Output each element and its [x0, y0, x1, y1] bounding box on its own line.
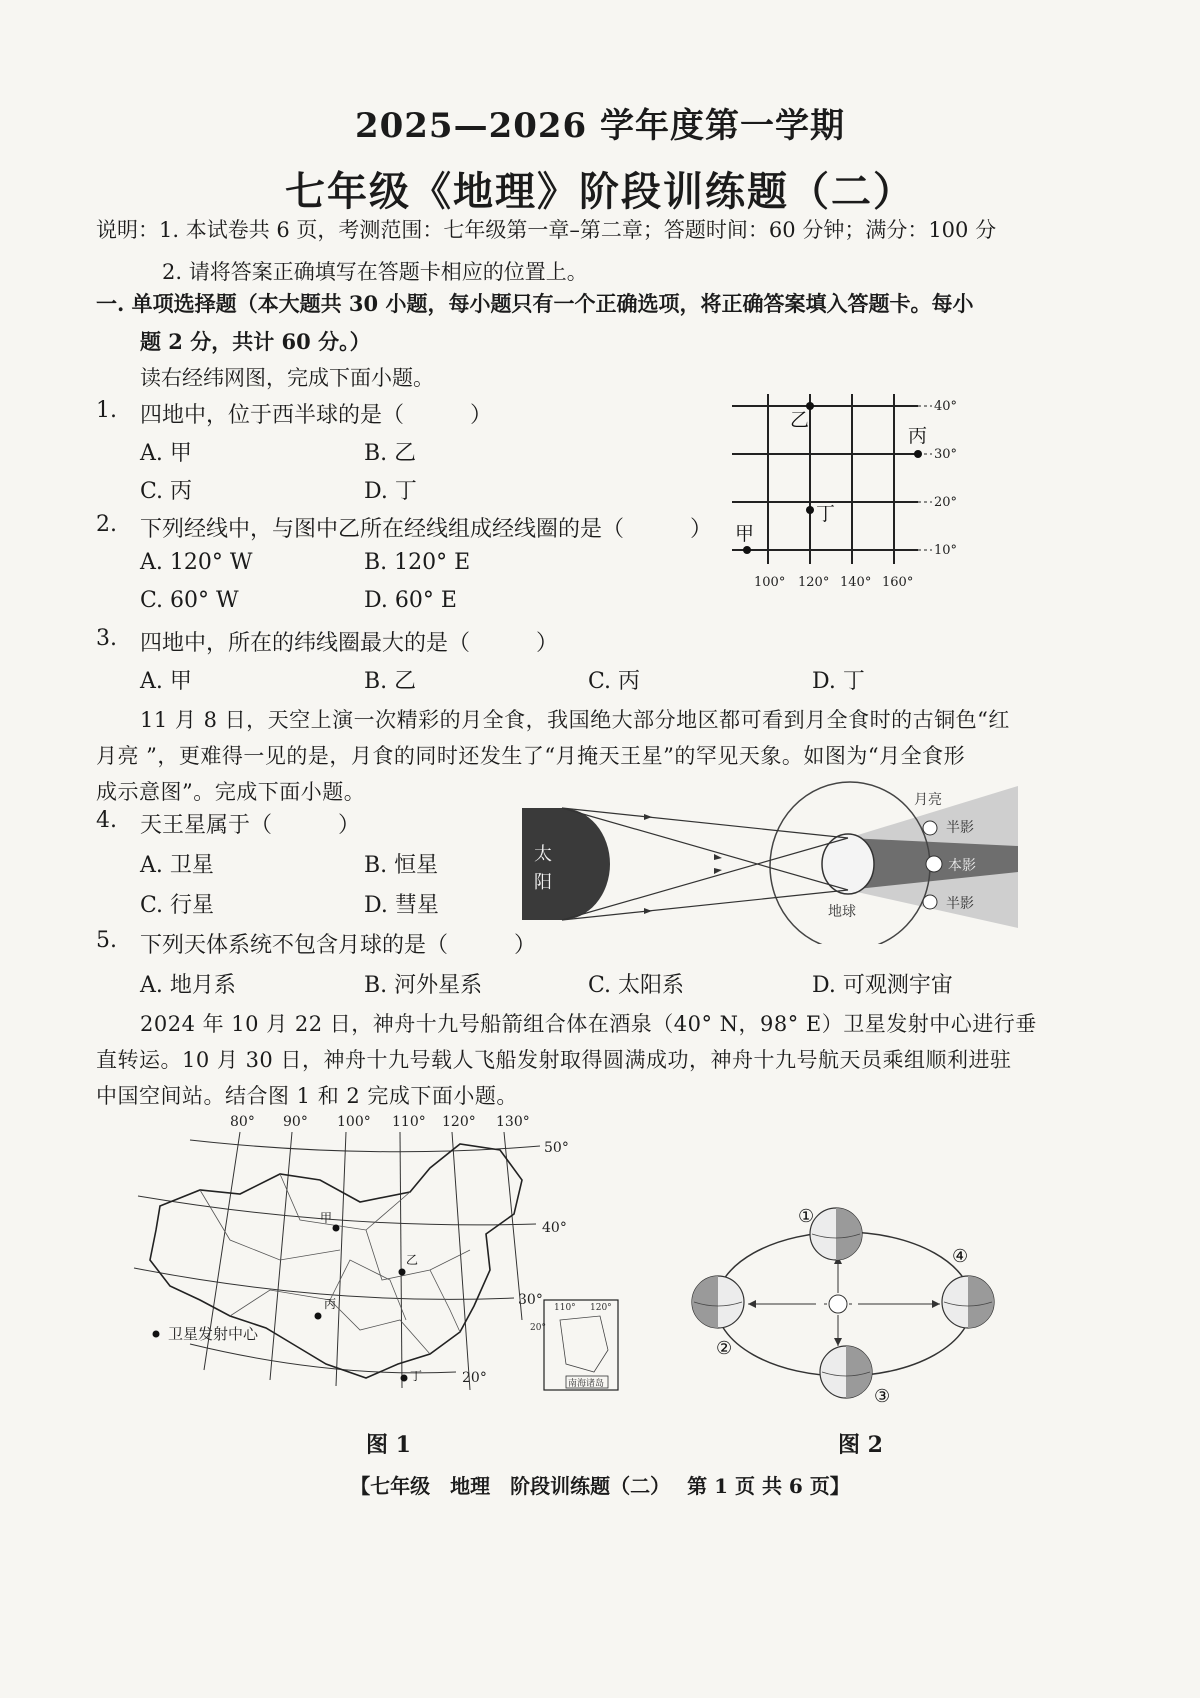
marker-yi: 乙 [406, 1253, 419, 1267]
map-reading-lead: 读右经纬网图，完成下面小题。 [140, 366, 434, 390]
question-3-stem: 四地中，所在的纬线圈最大的是（ ） [140, 631, 559, 656]
grid-label-bing: 丙 [908, 425, 928, 447]
sun-label-char-1: 太 [534, 844, 552, 865]
question-3-option-a[interactable]: A. 甲 [140, 669, 192, 694]
position-label-3: ③ [874, 1386, 891, 1407]
inset-lat-20: 20° [530, 1323, 546, 1333]
parallel-40 [138, 1196, 536, 1225]
figure-1-caption: 图 1 [366, 1432, 411, 1458]
question-4-stem: 天王星属于（ ） [140, 813, 361, 838]
map-lon-90: 90° [283, 1114, 308, 1130]
grid-lon-label-160: 160° [882, 575, 914, 590]
china-map-figure [130, 1110, 630, 1410]
grid-lon-label-120: 120° [798, 575, 830, 590]
question-3-number: 3. [96, 626, 117, 651]
exam-title-term: 2025—2026 学年度第一学期 [354, 106, 846, 146]
question-2-number: 2. [96, 512, 117, 537]
umbra-label: 本影 [948, 858, 976, 874]
question-5-option-d[interactable]: D. 可观测宇宙 [812, 973, 953, 998]
meridian-110 [400, 1132, 402, 1388]
section-heading-line-2: 题 2 分，共计 60 分。） [140, 329, 371, 354]
inset-lon-120: 120° [590, 1303, 612, 1313]
position-label-4: ④ [952, 1246, 969, 1267]
grid-point-ding [806, 506, 814, 514]
question-4-option-c[interactable]: C. 行星 [140, 893, 215, 918]
penumbra-bottom-label: 半影 [946, 896, 974, 912]
grid-lon-label-100: 100° [754, 575, 786, 590]
grid-point-jia [743, 546, 751, 554]
question-2-option-c[interactable]: C. 60° W [140, 588, 239, 613]
lunar-eclipse-diagram [522, 778, 1028, 944]
moon-label: 月亮 [914, 792, 942, 808]
figure-2-caption: 图 2 [838, 1432, 883, 1458]
question-4-option-d[interactable]: D. 彗星 [364, 893, 439, 918]
south-china-sea-inset [530, 1300, 618, 1390]
question-2-option-b[interactable]: B. 120° E [364, 550, 471, 575]
legend-launch-center: 卫星发射中心 [168, 1325, 259, 1343]
map-lat-30: 30° [518, 1292, 543, 1308]
question-4-option-a[interactable]: A. 卫星 [140, 853, 214, 878]
question-1-option-d[interactable]: D. 丁 [364, 479, 417, 504]
question-5-option-b[interactable]: B. 河外星系 [364, 973, 483, 998]
marker-bing: 丙 [324, 1297, 337, 1311]
question-1-option-a[interactable]: A. 甲 [140, 441, 192, 466]
marker-yi-dot [399, 1269, 406, 1276]
earth-label: 地球 [828, 904, 856, 920]
question-1-number: 1. [96, 398, 117, 423]
question-5-number: 5. [96, 928, 117, 953]
inset-nanhai-label: 南海诸岛 [568, 1379, 605, 1389]
question-5-option-a[interactable]: A. 地月系 [140, 973, 236, 998]
grid-lat-label-40: 40° [934, 399, 958, 414]
marker-ding: 丁 [410, 1369, 423, 1383]
map-lon-120: 120° [442, 1114, 476, 1130]
instruction-line-1: 说明：1. 本试卷共 6 页，考测范围：七年级第一章–第二章；答题时间：60 分钟；满分：100 分 [96, 218, 997, 242]
question-4-number: 4. [96, 808, 117, 833]
map-lat-50: 50° [544, 1140, 569, 1156]
question-1-stem: 四地中，位于西半球的是（ ） [140, 403, 493, 428]
earth-orbit-diagram [686, 1196, 1006, 1416]
question-2-option-d[interactable]: D. 60° E [364, 588, 457, 613]
map-lat-20: 20° [462, 1370, 487, 1386]
penumbra-top-label: 半影 [946, 820, 974, 836]
meridian-100 [336, 1132, 346, 1386]
question-5-option-c[interactable]: C. 太阳系 [588, 973, 685, 998]
grid-lat-label-10: 10° [934, 543, 958, 558]
marker-jia: 甲 [320, 1211, 333, 1225]
eclipse-passage-line-3: 成示意图”。完成下面小题。 [96, 780, 366, 804]
marker-ding-dot [401, 1375, 408, 1382]
sun-label-char-2: 阳 [534, 872, 552, 893]
question-3-option-c[interactable]: C. 丙 [588, 669, 641, 694]
launch-passage-line-1: 2024 年 10 月 22 日，神舟十九号船箭组合体在酒泉（40° N，98° E）卫星发射中心进行垂 [140, 1012, 1037, 1036]
parallel-30 [134, 1268, 514, 1299]
launch-passage-line-3: 中国空间站。结合图 1 和 2 完成下面小题。 [96, 1084, 518, 1108]
exam-title-subject: 七年级《地理》阶段训练题（二） [285, 168, 915, 215]
map-lon-110: 110° [392, 1114, 426, 1130]
page-footer: 【七年级 地理 阶段训练题（二） 第 1 页 共 6 页】 [350, 1474, 850, 1498]
meridian-120 [452, 1132, 470, 1390]
parallel-50 [190, 1140, 540, 1152]
question-5-stem: 下列天体系统不包含月球的是（ ） [140, 933, 537, 958]
lat-lon-grid-figure [718, 388, 988, 598]
map-lon-100: 100° [337, 1114, 371, 1130]
moon-umbra [926, 856, 942, 872]
question-1-option-b[interactable]: B. 乙 [364, 441, 417, 466]
inset-lon-110: 110° [554, 1303, 576, 1313]
position-label-1: ① [798, 1206, 815, 1227]
eclipse-passage-line-1: 11 月 8 日，天空上演一次精彩的月全食，我国绝大部分地区都可看到月全食时的古铜色“红 [140, 708, 1010, 732]
grid-label-jia: 甲 [735, 523, 755, 545]
map-lon-80: 80° [230, 1114, 255, 1130]
grid-lat-label-30: 30° [934, 447, 958, 462]
section-heading-line-1: 一. 单项选择题（本大题共 30 小题，每小题只有一个正确选项，将正确答案填入答题卡。每小 [96, 291, 974, 316]
marker-jia-dot [333, 1225, 340, 1232]
marker-bing-dot [315, 1313, 322, 1320]
question-4-option-b[interactable]: B. 恒星 [364, 853, 439, 878]
grid-point-bing [914, 450, 922, 458]
map-lat-40: 40° [542, 1220, 567, 1236]
instruction-line-2: 2. 请将答案正确填写在答题卡相应的位置上。 [162, 260, 588, 284]
eclipse-passage-line-2: 月亮 ”，更难得一见的是，月食的同时还发生了“月掩天王星”的罕见天象。如图为“月全食形 [96, 744, 966, 768]
position-label-2: ② [716, 1338, 733, 1359]
grid-lat-label-20: 20° [934, 495, 958, 510]
question-2-option-a[interactable]: A. 120° W [140, 550, 253, 575]
sun-icon [824, 1290, 852, 1318]
grid-lon-label-140: 140° [840, 575, 872, 590]
grid-label-yi: 乙 [790, 409, 810, 431]
question-3-option-d[interactable]: D. 丁 [812, 669, 865, 694]
grid-label-ding: 丁 [816, 503, 836, 525]
moon-penumbra-bottom [923, 895, 937, 909]
legend-dot [153, 1331, 160, 1338]
question-1-option-c[interactable]: C. 丙 [140, 479, 193, 504]
map-lon-130: 130° [496, 1114, 530, 1130]
moon-penumbra-top [923, 821, 937, 835]
launch-passage-line-2: 直转运。10 月 30 日，神舟十九号载人飞船发射取得圆满成功，神舟十九号航天员乘组顺利进驻 [96, 1048, 1012, 1072]
question-2-stem: 下列经线中，与图中乙所在经线组成经线圈的是（ ） [140, 517, 713, 542]
question-3-option-b[interactable]: B. 乙 [364, 669, 417, 694]
meridian-90 [270, 1132, 292, 1380]
